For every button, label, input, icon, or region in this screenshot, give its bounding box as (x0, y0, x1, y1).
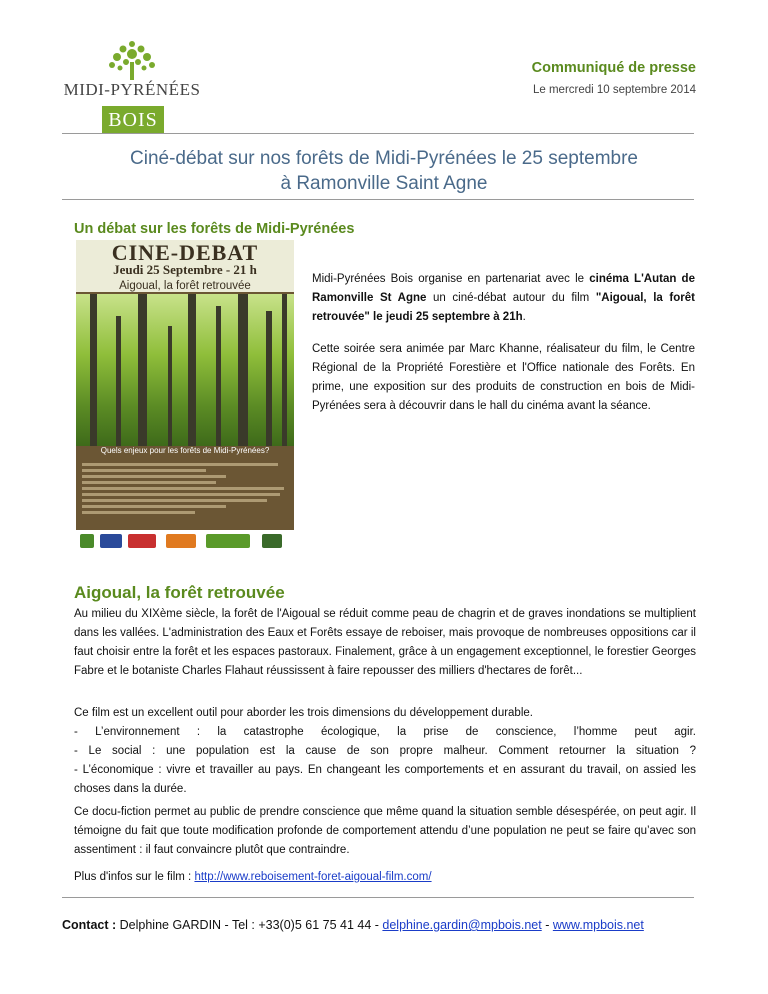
logo-text-bois: BOIS (102, 106, 164, 134)
page-title (62, 146, 706, 196)
film-synopsis: Au milieu du XIXème siècle, la forêt de l'Aigoual se réduit comme peau de chagrin et de graves inondations se multiplient dans les vallées. L'administration des Eaux et Forêts essaye de reboiser, mais provoque de nombreuses oppositions car il faut choisir entre la forêt et les espaces pastoraux. Finalement, grâce à un engagement exceptionnel, le forestier Georges Fabre et le botaniste Charles Flahaut réussissent à faire repousser des milliers d'hectares de forêt... (74, 608, 696, 677)
event-paragraph: Cette soirée sera animée par Marc Khanne, réalisateur du film, le Centre Régional de la Propriété Forestière et l'Office nationale des Forêts. En prime, une exposition sur des produits de construction en bois de Midi-Pyrénées sera à découvrir dans le hall du cinéma avant la séance. (312, 343, 695, 412)
partner-logo (206, 534, 250, 548)
midi-pyrenees-bois-logo (62, 40, 202, 140)
press-release-label: Communiqué de presse (531, 60, 696, 76)
page-title-line1: Ciné-débat sur nos forêts de Midi-Pyrénées le 25 septembre (130, 148, 638, 169)
film-website-link[interactable]: http://www.reboisement-foret-aigoual-film.com/ (194, 871, 432, 883)
cine-debat-poster (76, 240, 294, 556)
partner-logo (128, 534, 156, 548)
intro-paragraph: Midi-Pyrénées Bois organise en partenariat avec le cinéma L'Autan de Ramonville St Agne un ciné-débat autour du film "Aigoual, la forêt retrouvée" le jeudi 25 septembre à 21h. (312, 273, 695, 323)
contact-email-link[interactable]: delphine.gardin@mpbois.net (382, 918, 542, 932)
poster-date: Jeudi 25 Septembre - 21 h (113, 262, 257, 277)
logo-text-region: MIDI-PYRÉNÉES (63, 80, 201, 99)
partner-logo (262, 534, 282, 548)
divider (62, 133, 694, 134)
poster-question: Quels enjeux pour les forêts de Midi-Pyrénées? (100, 446, 270, 455)
press-release-date: Le mercredi 10 septembre 2014 (532, 84, 696, 96)
page-title-line2: à Ramonville Saint Agne (280, 173, 488, 194)
poster-details (82, 460, 288, 517)
docu-fiction-paragraph: Ce docu-fiction permet au public de prendre conscience que même quand la situation semble désespérée, on peut agir. Il témoigne du fait que toute modification profonde de comportement attendu d’une population ne peut se faire qu’avec son assentiment : il faut convaincre plutôt que contraindre. (74, 806, 696, 856)
partner-logo (166, 534, 196, 548)
divider (62, 897, 694, 898)
partner-logo (80, 534, 94, 548)
contact-footer: Contact : Delphine GARDIN - Tel : +33(0)5 61 75 41 44 - delphine.gardin@mpbois.net - www.mpbois.net (62, 918, 644, 932)
divider (62, 199, 694, 200)
poster-film-name: Aigoual, la forêt retrouvée (119, 280, 251, 292)
sustainability-paragraph: Ce film est un excellent outil pour aborder les trois dimensions du développement durable. - L’environnement : la catastrophe écologique, la prise de conscience, l’homme peut agir. - Le social : une population est la cause de son propre malheur. Comment retourner la situation ? - L’économique : vivre et travailler au pays. En changeant les comportements et en assurant du travail, on assied les choses dans la durée. (74, 707, 696, 795)
more-info-line: Plus d'infos sur le film : http://www.reboisement-foret-aigoual-film.com/ (74, 871, 432, 883)
poster-title: CINE-DEBAT (111, 240, 259, 265)
poster-forest-image (76, 294, 294, 446)
section-heading-film: Aigoual, la forêt retrouvée (74, 583, 285, 602)
section-heading-debat: Un débat sur les forêts de Midi-Pyrénées (74, 221, 355, 237)
poster-partner-logos (76, 530, 294, 556)
website-link[interactable]: www.mpbois.net (552, 918, 644, 932)
partner-logo (100, 534, 122, 548)
